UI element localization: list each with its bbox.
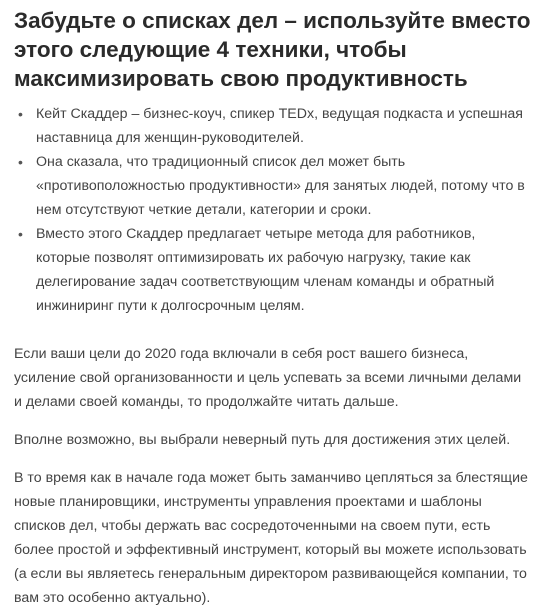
key-point-item [14,222,532,318]
key-point-text: Она сказала, что традиционный список дел может быть «противоположностью продуктивности» для занятых людей, потому что в нем отсутствуют четкие детали, категории и сроки. [36,154,525,218]
body-paragraph: Если ваши цели до 2020 года включали в себя рост вашего бизнеса, усиление свой организованности и цель успевать за всеми личными делами и делами своей команды, то продолжайте читать дальше. [14,346,522,410]
bullet-marker: • [18,154,23,170]
body-paragraph: В то время как в начале года может быть заманчиво цепляться за блестящие новые планировщики, инструменты управления проектами и шаблоны списков дел, чтобы держать вас сосредоточенными на своем пути, есть более простой и эффективный инструмент, который вы можете использовать (а если вы являетесь генеральным директором развивающейся компании, то вам это особенно актуально). [14,470,528,606]
article-headline: Забудьте о списках дел – используйте вместо этого следующие 4 техники, чтобы максимизировать свою продуктивность [14,8,531,91]
key-points-list [14,102,532,318]
bullet-marker: • [18,226,23,242]
key-point-item [14,150,532,222]
article [14,6,532,610]
key-point-item [14,102,532,150]
body-paragraph: Вполне возможно, вы выбрали неверный путь для достижения этих целей. [14,432,511,448]
bullet-marker: • [18,106,23,122]
key-point-text: Вместо этого Скаддер предлагает четыре метода для работников, которые позволят оптимизировать их рабочую нагрузку, такие как делегирование задач соответствующим членам команды и обратный инжиниринг пути к долгосрочным целям. [36,226,495,314]
key-point-text: Кейт Скаддер – бизнес-коуч, спикер TEDx, ведущая подкаста и успешная наставница для женщин-руководителей. [36,106,523,146]
